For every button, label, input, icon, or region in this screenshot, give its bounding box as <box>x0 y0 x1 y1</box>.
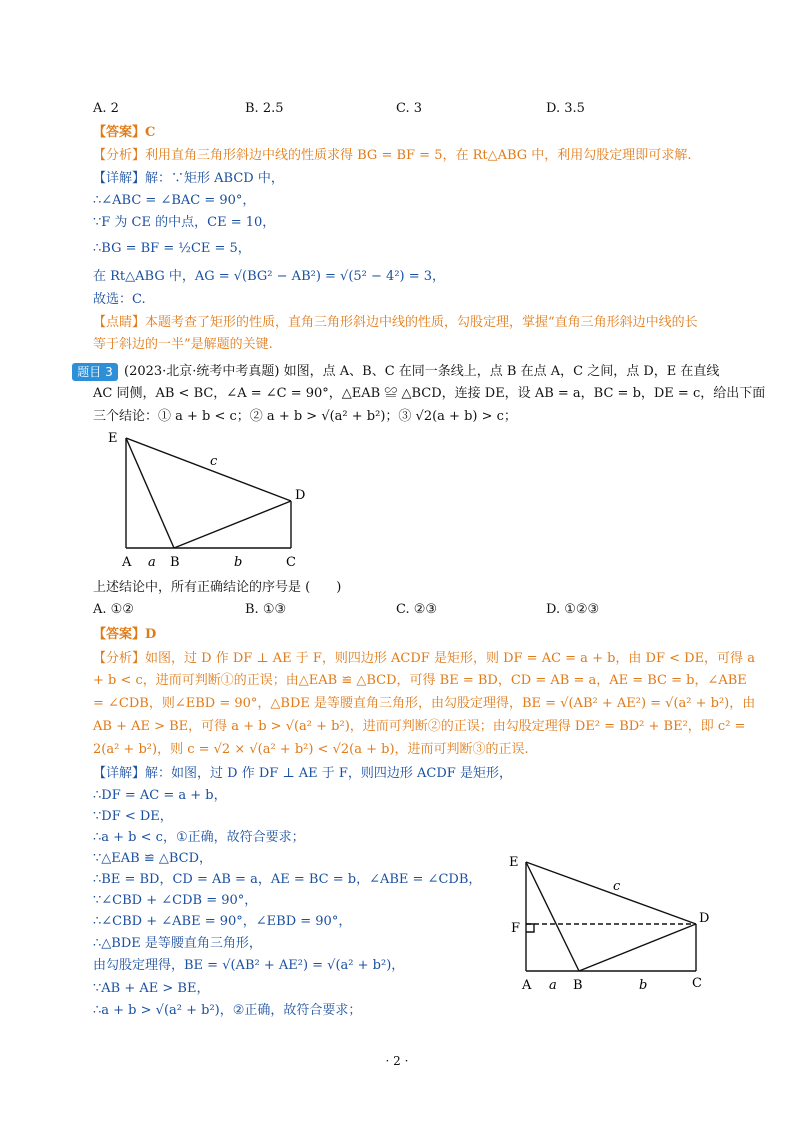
prev-answer: 【答案】C <box>93 125 156 140</box>
analysis-line: AB + AE > BE，可得 a + b > √(a² + b²)，进而可判断②的正误；由勾股定理得 DE² = BD² + BE²，即 c² = <box>93 719 746 734</box>
detail-line: ∴DF = AC = a + b， <box>93 788 227 803</box>
option-a: A. 2 <box>93 101 119 116</box>
label-b: b <box>639 978 648 993</box>
option-c: C. 3 <box>396 101 423 116</box>
label-c: c <box>613 879 621 894</box>
analysis-line: + b < c，进而可判断①的正误；由△EAB ≌ △BCD，可得 BE = BD，CD = AB = a，AE = BC = b，∠ABE <box>93 673 747 688</box>
detail-line: ∵∠CBD + ∠CDB = 90°， <box>93 893 258 908</box>
option-b: B. ①③ <box>245 602 287 617</box>
label-D: D <box>699 911 710 926</box>
label-E: E <box>108 431 118 446</box>
option-d: D. ①②③ <box>546 602 600 617</box>
detail-line: ∵DF < DE， <box>93 809 173 824</box>
prev-detail-line: ∴BG = BF = ½CE = 5， <box>93 241 251 256</box>
figure-triangle-diagram <box>100 428 320 580</box>
analysis-line: = ∠CDB，则∠EBD = 90°，△BDE 是等腰直角三角形，由勾股定理得，BE = √(AB² + AE²) = √(a² + b²)，由 <box>93 696 756 711</box>
label-b: b <box>234 555 243 570</box>
detail-line: ∵AB + AE > BE， <box>93 981 210 996</box>
detail-line: ∴BE = BD，CD = AB = a，AE = BC = b，∠ABE = ∠CDB， <box>93 872 482 887</box>
label-B: B <box>573 978 583 993</box>
option-d: D. 3.5 <box>546 101 585 116</box>
option-a: A. ①② <box>93 602 134 617</box>
label-A: A <box>122 555 132 570</box>
prev-analysis: 【分析】利用直角三角形斜边中线的性质求得 BG = BF = 5，在 Rt△ABG 中，利用勾股定理即可求解. <box>93 148 692 163</box>
prev-detail-line: 在 Rt△ABG 中，AG = √(BG² − AB²) = √(5² − 4²) = 3， <box>93 269 446 284</box>
label-c: c <box>210 454 218 469</box>
prev-detail-line: ∵F 为 CE 的中点，CE = 10， <box>93 215 276 230</box>
page-number: · 2 · <box>385 1054 409 1068</box>
prev-detail-line: ∴∠ABC = ∠BAC = 90°， <box>93 193 256 208</box>
detail-line: 【详解】解：如图，过 D 作 DF ⊥ AE 于 F，则四边形 ACDF 是矩形， <box>93 766 512 781</box>
prev-comment-line: 等于斜边的一半”是解题的关键. <box>93 337 273 352</box>
question-answer: 【答案】D <box>93 627 157 642</box>
prev-comment-line: 【点睛】本题考查了矩形的性质，直角三角形斜边中线的性质，勾股定理，掌握“直角三角形斜边中线的长 <box>93 315 698 330</box>
detail-line: ∴∠CBD + ∠ABE = 90°，∠EBD = 90°， <box>93 914 352 929</box>
detail-line: ∵△EAB ≌ △BCD， <box>93 851 213 866</box>
analysis-line: 2(a² + b²)，则 c = √2 × √(a² + b²) < √2(a + b)，进而可判断③的正误. <box>93 742 529 757</box>
question-prompt: 上述结论中，所有正确结论的序号是 ( ) <box>93 580 342 595</box>
detail-line: ∴a + b > √(a² + b²)，②正确，故符合要求； <box>93 1003 362 1018</box>
label-A: A <box>522 978 532 993</box>
option-b: B. 2.5 <box>245 101 284 116</box>
label-a: a <box>549 978 557 993</box>
question-badge: 题目 3 <box>72 363 118 381</box>
label-E: E <box>509 855 519 870</box>
label-C: C <box>286 555 296 570</box>
figure-rectangle-diagram <box>505 848 720 996</box>
analysis-line: 【分析】如图，过 D 作 DF ⊥ AE 于 F，则四边形 ACDF 是矩形，则 DF = AC = a + b，由 DF < DE，可得 a <box>93 651 755 666</box>
question-options <box>93 602 733 620</box>
prev-detail-line: 故选：C. <box>93 292 146 307</box>
prev-detail-line: 【详解】解：∵矩形 ABCD 中， <box>93 171 284 186</box>
question-stem-line: 三个结论：① a + b < c；② a + b > √(a² + b²)；③ √2(a + b) > c； <box>93 409 517 424</box>
detail-line: 由勾股定理得，BE = √(AB² + AE²) = √(a² + b²)， <box>93 958 405 973</box>
prev-options <box>93 101 733 119</box>
detail-line: ∴△BDE 是等腰直角三角形， <box>93 936 262 951</box>
label-D: D <box>295 488 306 503</box>
detail-line: ∴a + b < c，①正确，故符合要求； <box>93 830 305 845</box>
question-stem-line: AC 同侧，AB < BC，∠A = ∠C = 90°，△EAB ≌ △BCD，连接 DE，设 AB = a，BC = b，DE = c，给出下面 <box>93 386 766 401</box>
question-stem-line: (2023·北京·统考中考真题) 如图，点 A、B、C 在同一条线上，点 B 在点 A，C 之间，点 D，E 在直线 <box>124 364 720 379</box>
label-a: a <box>148 555 156 570</box>
label-B: B <box>170 555 180 570</box>
option-c: C. ②③ <box>396 602 438 617</box>
label-C: C <box>692 976 702 991</box>
label-F: F <box>511 921 521 936</box>
